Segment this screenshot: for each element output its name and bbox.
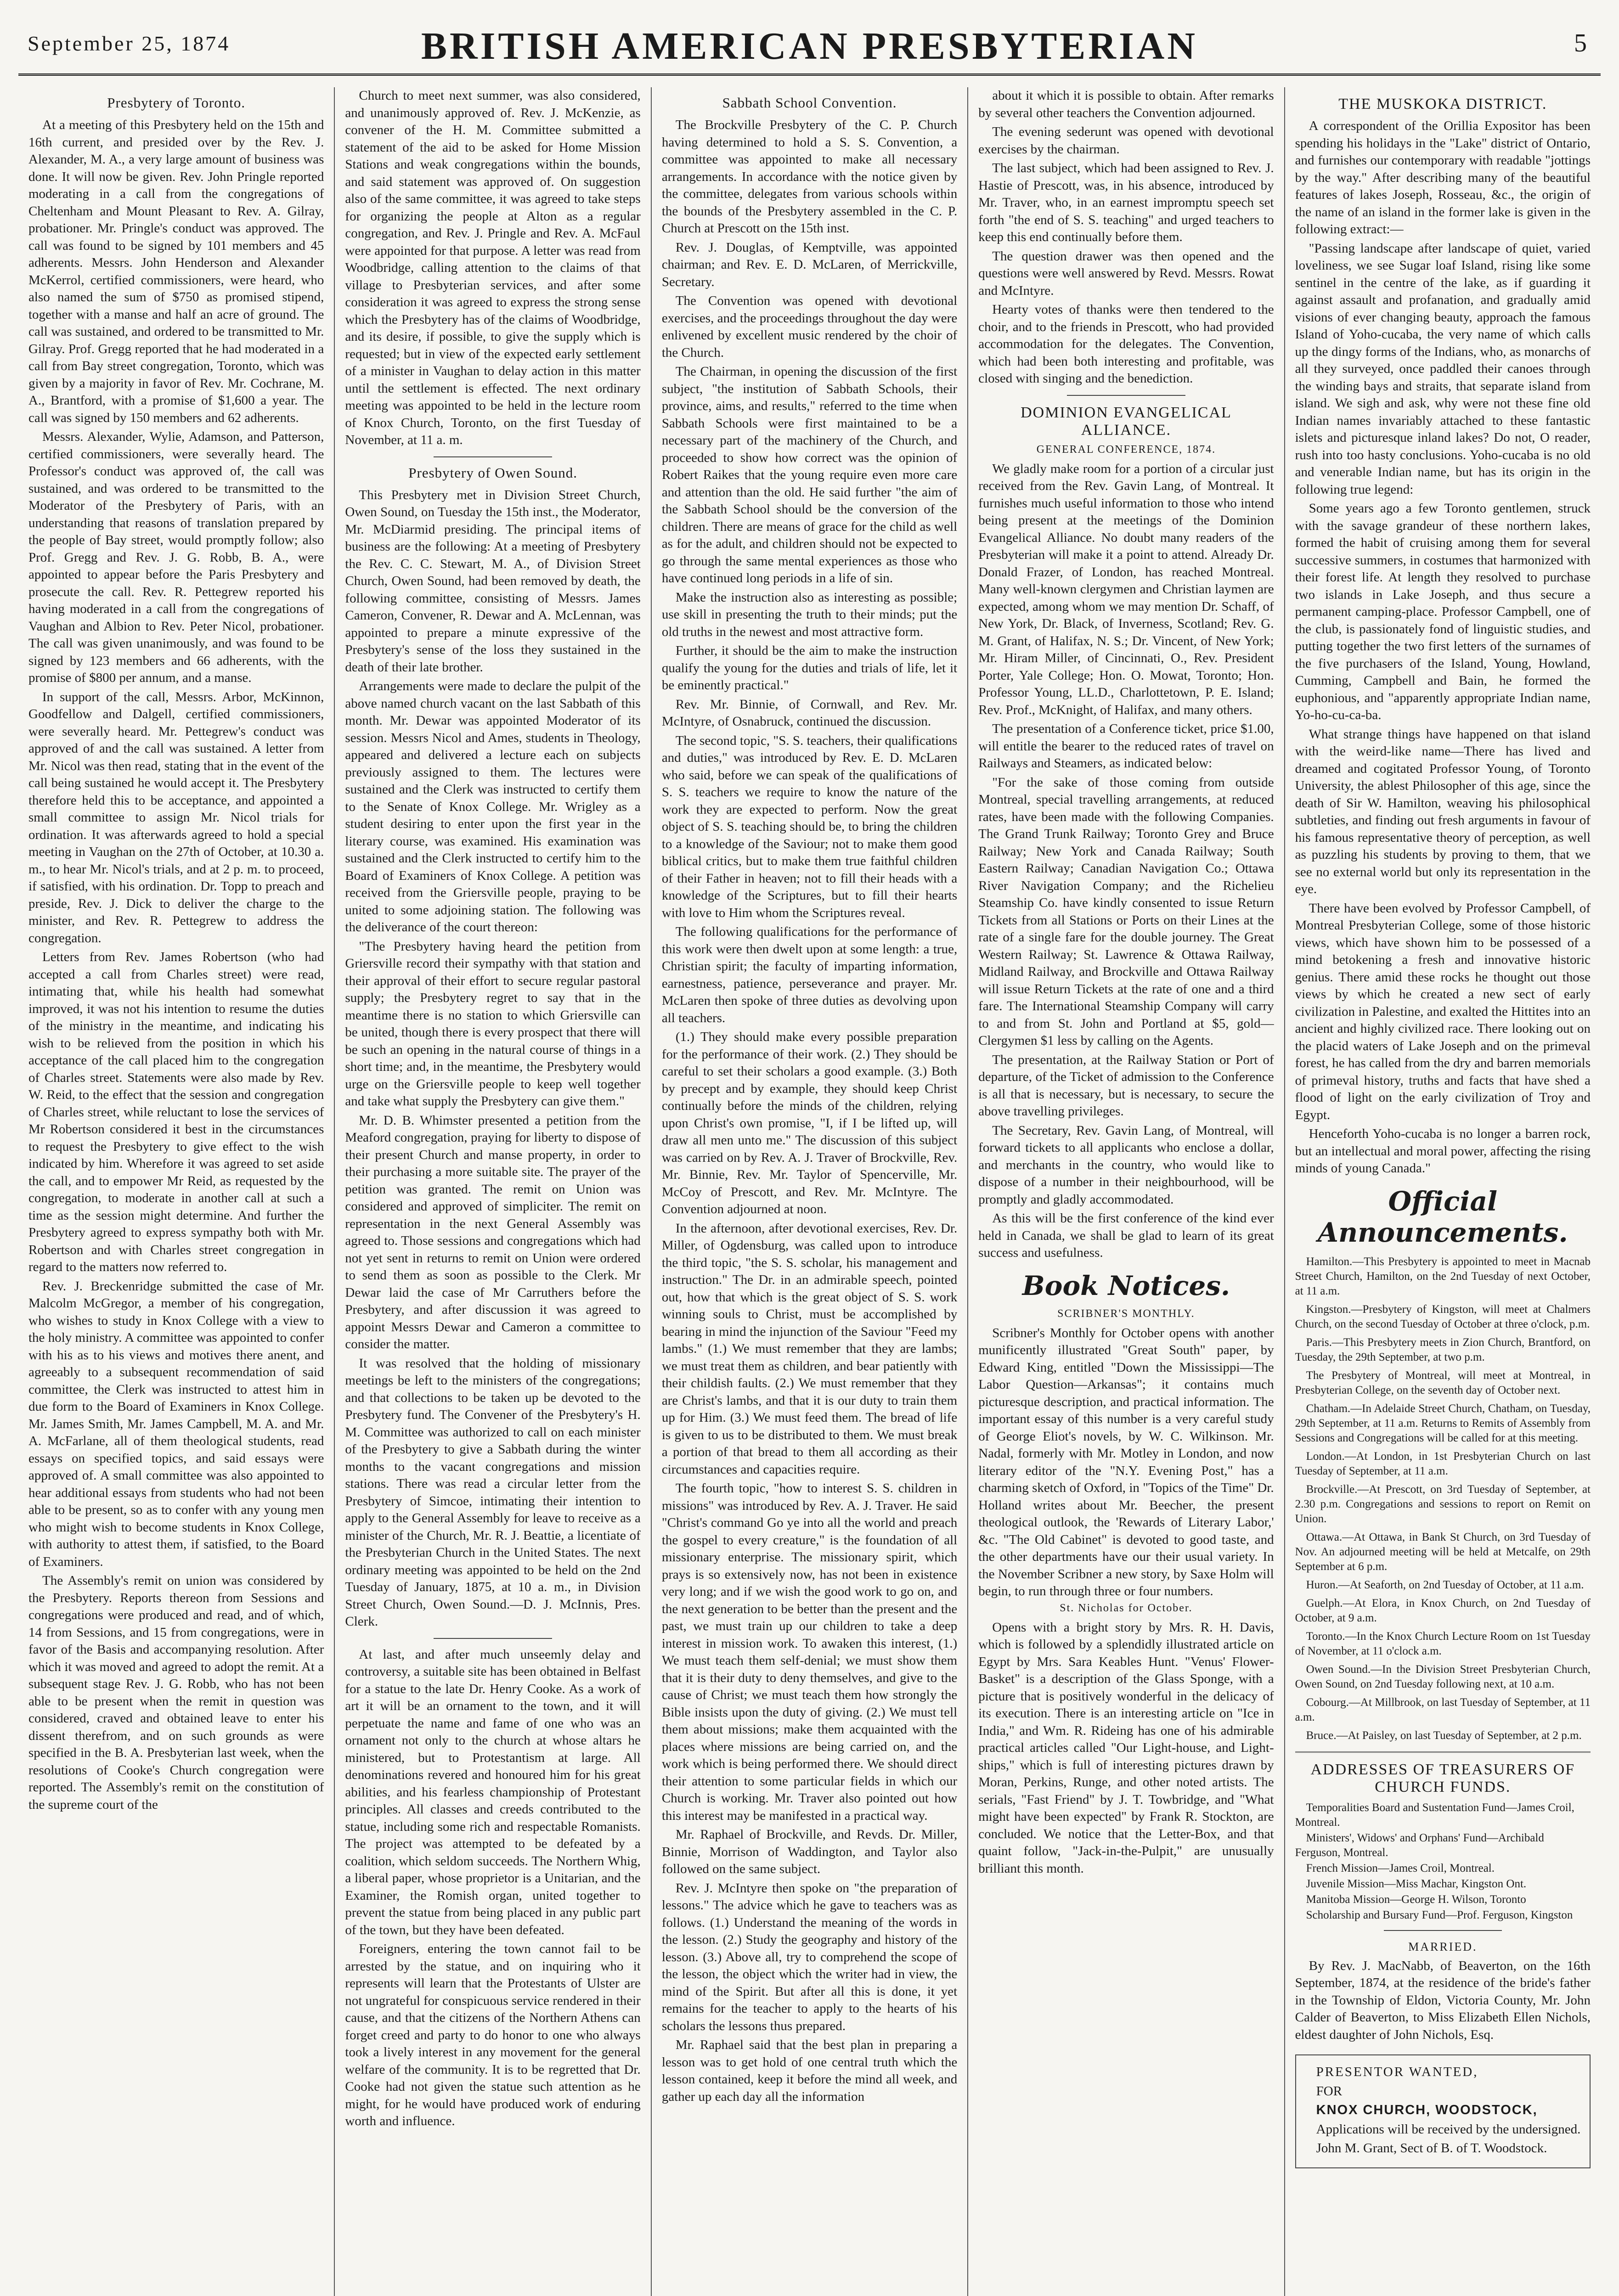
- paragraph: In support of the call, Messrs. Arbor, McKinnon, Goodfellow and Dalgell, certified commissioners, were severally heard. Mr. Pettegrew's conduct was approved of and the call was sustained. A letter from Mr. Nicol was then read, stating that in the event of the call being sustained he would accept it. The Presbytery therefore held this to be acceptance, and appointed a small committee to assign Mr. Nicol trials for ordination. It was afterwards agreed to hold a special meeting in Vaughan on the 27th of October, at 10.30 a. m., to hear Mr. Nicol's trials, and at 2 p. m. to proceed, if satisfied, with his ordination. Dr. Topp to preach and preside, Rev. J. Dick to deliver the charge to the minister, and Rev. R. Pettegrew to address the congregation.: [28, 689, 324, 945]
- address-line: Ministers', Widows' and Orphans' Fund—Archibald Ferguson, Montreal.: [1295, 1831, 1544, 1859]
- paragraph: The Chairman, in opening the discussion of the first subject, "the institution of Sabbath Schools, their province, aims, and results," referred to the time when Sabbath Schools were first maintained to be a necessary part of the machinery of the Church, and proceeded to show how correct was the opinion of Robert Raikes that the young require even more care and attention than the old. He said further "the aim of the Sabbath School should be the conversion of the children. There are means of grace for the child as well as for the adult, and children should not be expected to go through the same mental experiences as those who have continued long periods in a life of sin.: [661, 364, 958, 585]
- paragraph: The evening sederunt was opened with devotional exercises by the chairman.: [978, 124, 1274, 157]
- address-line: Scholarship and Bursary Fund—Prof. Ferguson, Kingston: [1306, 1908, 1573, 1921]
- column-4: [968, 87, 1285, 2296]
- paragraph: Mr. Raphael said that the best plan in preparing a lesson was to get hold of one central truth which the lesson contained, keep it before the mind all week, and gather up each day all the information: [661, 2037, 958, 2104]
- columns: [18, 87, 1601, 2296]
- paragraph: The presentation of a Conference ticket, price $1.00, will entitle the bearer to the reduced rates of travel on Railways and Steamers, as indicated below:: [978, 721, 1274, 771]
- section-heading-book-notices: Book Notices.: [1022, 1270, 1230, 1301]
- address-line: Manitoba Mission—George H. Wilson, Toronto: [1306, 1893, 1526, 1906]
- paragraph: "For the sake of those coming from outside Montreal, special travelling arrangements, at reduced rates, have been made with the following Companies. The Grand Trunk Railway; Toronto Grey and Bruce Railway; New York and Canada Railway; South Eastern Railway; Canadian Navigation Co.; Ottawa River Navigation Company; and the Richelieu Steamship Co. have kindly consented to issue Return Tickets from all Stations or Ports on their Lines at the rate of a single fare for the double journey. The Great Western Railway; St. Lawrence & Ottawa Railway, Midland Railway, and Brockville and Ottawa Railway will issue Return Tickets at the rate of one and a third fare. The International Steamship Company will carry to and from St. John and Portland at $5, gold—Clergymen $1 less by calling on the Agents.: [978, 775, 1274, 1048]
- address-line: Juvenile Mission—Miss Machar, Kingston Ont.: [1306, 1877, 1527, 1890]
- paragraph: Mr. Raphael of Brockville, and Revds. Dr. Miller, Binnie, Morrison of Waddington, and Taylor also followed on the same subject.: [661, 1827, 958, 1876]
- paragraph: There have been evolved by Professor Campbell, of Montreal Presbyterian College, some of those historic views, which have shown him to be possessed of a mind betokening a fresh and innovative historic genius. There amid these rocks he thought out those views by which he created a new sect of early civilization in Palestine, and exalted the Hittites into an ancient and highly civilized race. There looking out on the placid waters of Lake Joseph and on the primeval forest, he has called from the dry and barren memorials of primeval history, truths and facts that have shed a flood of light on the early civilization of Troy and Egypt.: [1295, 900, 1591, 1122]
- married-notice: By Rev. J. MacNabb, of Beaverton, on the 16th September, 1874, at the residence of the bride's father in the Township of Eldon, Victoria County, Mr. John Calder of Beaverton, to Miss Elizabeth Ellen Nichols, eldest daughter of John Nichols, Esq.: [1295, 1958, 1591, 2042]
- paragraph: As this will be the first conference of the kind ever held in Canada, we shall be glad to learn of its great success and usefulness.: [978, 1211, 1274, 1260]
- ad-heading: PRESENTOR WANTED,: [1316, 2065, 1478, 2079]
- paragraph: In the afternoon, after devotional exercises, Rev. Dr. Miller, of Ogdensburg, was called upon to introduce the third topic, "the S. S. scholar, his management and instruction." The Dr. in an admirable speech, pointed out, how that which is the great object of S. S. work winning souls to Christ, must be accomplished by bearing in mind the injunction of the Saviour "Feed my lambs." (1.) We must remember that they are lambs; we must treat them as children, and bear patiently with their childish faults. (2.) We must remember that they are Christ's lambs, and that it is our duty to train them up for Him. (3.) We must feed them. The bread of life is given to us to be distributed to them. We must break a portion of that bread to them all according as their circumstances and capacities require.: [661, 1221, 958, 1477]
- paragraph: The fourth topic, "how to interest S. S. children in missions" was introduced by Rev. A. J. Traver. He said "Christ's command Go ye into all the world and preach the gospel to every creature," is the foundation of all missionary enterprise. The missionary spirit, which prays is so extensively now, has not been in existence very long; and if we wish the good work to go on, and the next generation to be better than the present and the past, we must train up our children to take a deep interest in mission work. To awaken this interest, (1.) We must teach them self-denial; we must show them that it is their duty to deny themselves, and give to the cause of Christ; we must teach them how strongly the Bible insists upon the duty of giving. (2.) We must tell them about missions; make them acquainted with the places where missions are being carried on, and the work which is being performed there. We should direct their attention to some particular fields in which our Church is working. Mr. Traver also pointed out how this interest may be manifested in a practical way.: [661, 1481, 958, 1823]
- paragraph: At a meeting of this Presbytery held on the 15th and 16th current, and presided over by the Rev. J. Alexander, M. A., a very large amount of business was done. It will now be given. Rev. John Pringle reported moderating in a call from the congregations of Cheltenham and Mount Pleasant to Rev. A. Gilray, probationer. Mr. Pringle's conduct was approved. The call was found to be signed by 101 members and 45 adherents. Messrs. John Henderson and Alexander McKerrol, certified commissioners, were heard, who also named the sum of $750 as promised stipend, together with a manse and half an acre of ground. The call was sustained, and ordered to be transmitted to Mr. Gilray. Prof. Gregg reported that he had moderated in a call from Bay street congregation, Toronto, which was given by a majority in favor of Rev. Mr. Cochrane, M. A., Brantford, with a promise of $1,600 a year. The call was signed by 150 members and 62 adherents.: [28, 118, 324, 425]
- divider: [434, 456, 552, 457]
- paragraph: The second topic, "S. S. teachers, their qualifications and duties," was introduced by Rev. E. D. McLaren who said, before we can speak of the qualifications of S. S. teachers we require to know the nature of the work they are expected to perform. Now the great object of S. S. teaching should be, to bring the children to a knowledge of the Saviour; not to make them good biblical critics, but to make them true faithful children of their Father in heaven; not to fill their heads with a knowledge of the Scriptures, but to fill their hearts with love to Him whom the Scriptures reveal.: [661, 733, 958, 920]
- article-heading: THE MUSKOKA DISTRICT.: [1338, 96, 1547, 113]
- paragraph: The question drawer was then opened and the questions were well answered by Revd. Messrs. Rowat and McIntyre.: [978, 248, 1274, 298]
- paragraph: Some years ago a few Toronto gentlemen, struck with the savage grandeur of these northern lakes, formed the habit of cruising among them for several successive summers, in costumes that harmonized with their forest life. At length they resolved to purchase two islands in Lake Joseph, and thus secure a permanent camping-place. Professor Campbell, one of the club, is passionately fond of linguistic studies, and putting together the two first letters of the surnames of the five purchasers of the Island, Young, Howland, Cumming, Campbell and Bain, he formed the euphonious, and "apparently appropriate Indian name, Yo-ho-cu-ca-ba.: [1295, 501, 1591, 722]
- paragraph: The Secretary, Rev. Gavin Lang, of Montreal, will forward tickets to all applicants who enclose a dollar, and merchants in the country, who would like to dispose of a number in their neighbourhood, will be promptly and gladly accommodated.: [978, 1123, 1274, 1207]
- announcement: Cobourg.—At Millbrook, on last Tuesday of September, at 11 a.m.: [1295, 1696, 1591, 1723]
- announcement: Kingston.—Presbytery of Kingston, will meet at Chalmers Church, on the second Tuesday of October at three o'clock, p.m.: [1295, 1303, 1591, 1330]
- address-line: French Mission—James Croil, Montreal.: [1306, 1862, 1495, 1874]
- paragraph: "Passing landscape after landscape of quiet, varied loveliness, we see Sugar loaf Island, rising like some sentinel in the centre of the lake, as if guarding it against assault and profanation, and gradually amid visions of ever changing beauty, approach the famous Island of Yoho-cucaba, the very name of which calls up the dingy forms of the Indians, who, as monarchs of all they surveyed, once paddled their canoes through the winding bays and straits, that separate island from island. We sigh and ask, why were not these fine old Indian names invariably attached to these fantastic islets and picturesque inland lakes? Do not, O reader, rush into too hasty conclusions. Yoho-cucaba is no old and venerable Indian name, but has its origin in the following true legend:: [1295, 241, 1591, 497]
- paragraph: We gladly make room for a portion of a circular just received from the Rev. Gavin Lang, of Montreal. It furnishes much useful information to those who intend being present at the meetings of the Dominion Evangelical Alliance. No doubt many readers of the Presbyterian will make it a point to attend. Already Dr. Donald Frazer, of London, has reached Montreal. Many well-known clergymen and Christian laymen are expected, among whom we may mention Dr. Schaff, of New York, Dr. Black, of Inverness, Scotland; Rev. G. M. Grant, of Halifax, N. S.; Dr. Vincent, of New York; Mr. Hiram Miller, of Cincinnati, O., Rev. President Porter, Yale College; Hon. O. Mowat, Toronto; Hon. Professor Young, LL.D., Charlottetown, P. E. Island; Rev. Prof., McKnight, of Halifax, and many others.: [978, 461, 1274, 717]
- paragraph: Arrangements were made to declare the pulpit of the above named church vacant on the last Sabbath of this month. Mr. Dewar was appointed Moderator of its session. Messrs Nicol and Ames, students in Theology, appeared and delivered a lecture each on subjects previously assigned to them. The lectures were sustained and the Clerk was instructed to certify them to the Senate of Knox College. Mr. Wrigley as a student desiring to enter upon the first year in the literary course, was examined. His examination was sustained and the Clerk instructed to certify him to the Board of Examiners of Knox College. A petition was received from the Griersville people, praying to be united to some adjoining station. The following was the deliverance of the court thereon:: [345, 679, 641, 934]
- divider: [1067, 395, 1185, 396]
- announcement: Ottawa.—At Ottawa, in Bank St Church, on 3rd Tuesday of Nov. An adjourned meeting will be held at Metcalfe, on 29th September at 6 p.m.: [1295, 1531, 1591, 1573]
- addresses-heading: ADDRESSES OF TREASURERS OF CHURCH FUNDS.: [1310, 1761, 1575, 1795]
- paragraph: Scribner's Monthly for October opens with another munificently illustrated "Great South" paper, by Edward King, entitled "Down the Mississippi—The Labor Question—Arkansas"; it contains much picturesque description, and practical information. The important essay of this number is a very careful study of George Eliot's novels, by W. C. Wilkinson. Mr. Nadal, formerly with Mr. Motley in London, and now literary editor of the "N.Y. Evening Post," has a charming sketch of Oxford, in "Topics of the Time" Dr. Holland writes about Mr. Beecher, the present theological outlook, the 'Rewards of Literary Labor,' &c. "The Old Cabinet" is devoted to good taste, and the other departments have our their usual variety. In the November Scribner a new story, by Saxe Holm will begin, to run through three or four numbers.: [978, 1325, 1274, 1598]
- newspaper-title: BRITISH AMERICAN PRESBYTERIAN: [421, 25, 1198, 68]
- article-heading: Sabbath School Convention.: [722, 95, 897, 111]
- paragraph: The Convention was opened with devotional exercises, and the proceedings throughout the day were enlivened by excellent music rendered by the choir of the Church.: [661, 293, 958, 360]
- announcement: Bruce.—At Paisley, on last Tuesday of September, at 2 p.m.: [1306, 1729, 1582, 1742]
- announcement: Owen Sound.—In the Division Street Presbyterian Church, Owen Sound, on 2nd Tuesday following next, at 10 a.m.: [1295, 1663, 1591, 1690]
- divider: [1384, 1930, 1502, 1931]
- page-number: 5: [1574, 29, 1587, 57]
- section-heading-official-announcements: Official Announcements.: [1318, 1185, 1568, 1248]
- masthead: [18, 18, 1601, 76]
- announcement: Guelph.—At Elora, in Knox Church, on 2nd Tuesday of October, at 9 a.m.: [1295, 1597, 1591, 1624]
- article-subheading: SCRIBNER'S MONTHLY.: [1057, 1307, 1195, 1320]
- paragraph: It was resolved that the holding of missionary meetings be left to the ministers of the congregations; and that collections to be taken up be devoted to the Presbytery fund. The Convener of the Presbytery's H. M. Committee was authorized to call on each minister of the Presbytery to give a Sabbath during the winter months to the vacant congregations and mission stations. There was read a circular letter from the Presbytery of Simcoe, intimating their intention to apply to the General Assembly for leave to receive as a minister of the Church, Mr. R. J. Beattie, a licentiate of the Presbyterian Church in the United States. The next ordinary meeting was appointed to be held on the 2nd Tuesday of January, 1875, at 10 a. m., in Division Street Church, Owen Sound.—D. J. McInnis, Pres. Clerk.: [345, 1356, 641, 1629]
- married-heading: MARRIED.: [1408, 1940, 1478, 1953]
- issue-date: September 25, 1874: [28, 32, 231, 55]
- announcement: Paris.—This Presbytery meets in Zion Church, Brantford, on Tuesday, the 29th September, at two p.m.: [1295, 1336, 1591, 1363]
- divider: [1295, 1751, 1591, 1753]
- ad-body: Applications will be received by the undersigned.: [1316, 2122, 1581, 2137]
- paragraph: This Presbytery met in Division Street Church, Owen Sound, on Tuesday the 15th inst., the Moderator, Mr. McDiarmid presiding. The principal items of business are the following: At a meeting of Presbytery the Rev. C. C. Stewart, M. A., of Division Street Church, Owen Sound, had been removed by death, the following committee, consisting of Messrs. James Cameron, Convener, R. Dewar and A. McLennan, was appointed to prepare a minute expressive of the Presbytery's sense of the loss they sustained in the death of their late brother.: [345, 487, 641, 675]
- paragraph: Henceforth Yoho-cucaba is no longer a barren rock, but an intellectual and moral power, affecting the rising minds of young Canada.": [1295, 1126, 1591, 1176]
- paragraph: Church to meet next summer, was also considered, and unanimously approved of. Rev. J. McKenzie, as convener of the H. M. Committee submitted a statement of the aid to be asked for Home Mission Stations and weak congregations within the bounds, and said statement was approved of. On suggestion also of the same committee, it was agreed to take steps for organizing the people at Alton as a regular congregation, and Rev. J. Pringle and Rev. A. McFaul were appointed for that purpose. A letter was read from Woodbridge, calling attention to the claims of that village to Presbyterian services, and after some consideration it was agreed to express the strong sense which the Presbytery has of the claims of Woodbridge, and its desire, if possible, to give the supply which is requested; but in view of the expected early settlement of a minister in Vaughan to delay action in this matter until the settlement is effected. The next ordinary meeting was appointed to be held in the lecture room of Knox Church, Toronto, on the first Tuesday of November, at 11 a. m.: [345, 88, 641, 447]
- paragraph: Messrs. Alexander, Wylie, Adamson, and Patterson, certified commissioners, were severally heard. The Professor's conduct was approved of, the call was sustained, and was ordered to be transmitted to the Moderator of the Presbytery of Paris, with an understanding that reasons of translation prepared by the people of Bay street, would promptly follow; also Prof. Gregg and Rev. J. G. Robb, B. A., were appointed to appear before the Paris Presbytery and prosecute the call. Rev. R. Pettegrew reported his having moderated in a call from the congregations of Vaughan and Albion to Rev. Peter Nicol, probationer. The call was given unanimously, and was found to be signed by 123 members and 66 adherents, with the promise of $800 per annum, and a manse.: [28, 429, 324, 685]
- article-subheading: St. Nicholas for October.: [1060, 1602, 1193, 1614]
- address-line: Temporalities Board and Sustentation Fund—James Croil, Montreal.: [1295, 1801, 1574, 1829]
- paragraph: What strange things have happened on that island with the weird-like name—There has lived and dreamed and cogitated Professor Young, of Toronto University, the ablest Philosopher of this age, since the death of Sir W. Hamilton, weaving his philosophical subtleties, and finding out fresh arguments in favour of his famous representative theory of perception, as well as puzzling his students by proving to them, that we see no external world but only its representation in the eye.: [1295, 726, 1591, 896]
- paragraph: Hearty votes of thanks were then tendered to the choir, and to the friends in Prescott, who had provided accommodation for the delegates. The Convention, which had been both interesting and profitable, was closed with singing and the benediction.: [978, 302, 1274, 386]
- column-1: [18, 87, 335, 2296]
- paragraph: The last subject, which had been assigned to Rev. J. Hastie of Prescott, was, in his absence, introduced by Mr. Traver, who, in an earnest impromptu speech set forth "the end of S. S. teaching" and urged teachers to keep this end continually before them.: [978, 161, 1274, 244]
- announcement: Brockville.—At Prescott, on 3rd Tuesday of September, at 2.30 p.m. Congregations and sessions to report on Remit on Union.: [1295, 1483, 1591, 1525]
- paragraph: "The Presbytery having heard the petition from Griersville record their sympathy with that station and their approval of their effort to secure regular pastoral supply; the Presbytery regret to say that in the meantime there is no station to which Griersville can be united, though there is every prospect that there will be such an opening in the natural course of things in a short time; and, in the meantime, the Presbytery would urge on the Griersville people to keep well together and take what supply the Presbytery can give them.": [345, 939, 641, 1109]
- column-5: [1285, 87, 1601, 2296]
- article-subheading: GENERAL CONFERENCE, 1874.: [1036, 443, 1216, 456]
- article-heading: Presbytery of Toronto.: [107, 95, 246, 111]
- paragraph: (1.) They should make every possible preparation for the performance of their work. (2.) They should be careful to set their scholars a good example. (3.) Both by precept and by example, they should keep Christ continually before the minds of the children, relying upon Christ's own promise, "I, if I be lifted up, will draw all men unto me." The discussion of this subject was carried on by Rev. A. J. Traver of Brockville, Rev. Mr. Binnie, Rev. Mr. Taylor of Spencerville, Mr. McCoy of Prescott, and Rev. Mr. McIntyre. The Convention adjourned at noon.: [661, 1030, 958, 1216]
- article-heading: Presbytery of Owen Sound.: [408, 464, 577, 481]
- paragraph: Rev. J. Douglas, of Kemptville, was appointed chairman; and Rev. E. D. McLaren, of Merrickville, Secretary.: [661, 240, 958, 289]
- paragraph: about it which it is possible to obtain. After remarks by several other teachers the Convention adjourned.: [978, 88, 1274, 120]
- paragraph: The Assembly's remit on union was considered by the Presbytery. Reports thereon from Sessions and congregations were produced and read, and of which, 14 from Sessions, and 15 from congregations, were in favor of the Basis and accompanying resolution. After which it was moved and agreed to adopt the remit. At a subsequent stage Rev. J. G. Robb, who has not been able to be present when the remit in question was considered, craved and obtained leave to enter his dissent therefrom, and on such grounds as were specified in the B. A. Presbyterian last week, when the resolutions of Cooke's Church congregation were reported. The Assembly's remit on the constitution of the supreme court of the: [28, 1573, 324, 1812]
- paragraph: Foreigners, entering the town cannot fail to be arrested by the statue, and on inquiring who it represents will learn that the Protestants of Ulster are not ungrateful for conspicuous service rendered in their cause, and that the citizens of the Northern Athens can forget creed and party to do honor to one who always took a lively interest in any movement for the general welfare of the community. It is to be regretted that Dr. Cooke had not given the statue such attention as he might, for he would have produced work of enduring worth and influence.: [345, 1941, 641, 2128]
- paragraph: Rev. J. Breckenridge submitted the case of Mr. Malcolm McGregor, a member of his congregation, who wishes to study in Knox College with a view to the holy ministry. A committee was appointed to confer with his as to his views and motives there anent, and agreeably to a subsequent recommendation of said committee, the Clerk was instructed to attest him in due form to the Board of Examiners in Knox College. Mr. James Smith, Mr. James Campbell, M. A. and Mr. A. McFarlane, all of them theological students, read essays on specified topics, and said essays were approved of. A small committee was also appointed to hear additional essays from students who had not been able to be present, so as to confer with any young men who might wish to become students in Knox College, with authority to attest them, if satisfied, to the Board of Examiners.: [28, 1278, 324, 1569]
- paragraph: Rev. Mr. Binnie, of Cornwall, and Rev. Mr. McIntyre, of Osnabruck, continued the discussion.: [661, 697, 958, 729]
- paragraph: Further, it should be the aim to make the instruction qualify the young for the duties and trials of life, let it be eminently practical.": [661, 643, 958, 692]
- paragraph: Opens with a bright story by Mrs. R. H. Davis, which is followed by a splendidly illustrated article on Egypt by Mrs. Sara Keables Hunt. "Venus' Flower-Basket" is a description of the Glass Sponge, with a picture that is positively wonderful in the delicacy of its execution. There is an interesting article on "Ice in India," and Wm. R. Rideing has one of his admirable practical articles called "Our Light-house, and Light-ships," which is full of interesting pictures drawn by Moran, Perkins, Runge, and other noted artists. The serials, "Fast Friend" by J. T. Towbridge, and "What might have been expected" by Frank R. Stockton, are concluded. We notice that the Letter-Box, and that quaint follow, "Jack-in-the-Pulpit," are unusually brilliant this month.: [978, 1620, 1274, 1876]
- announcement: Huron.—At Seaforth, on 2nd Tuesday of October, at 11 a.m.: [1306, 1578, 1584, 1591]
- paragraph: A correspondent of the Orillia Expositor has been spending his holidays in the "Lake" district of Ontario, and furnishes our contemporary with readable "jottings by the way." After describing many of the beautiful features of lakes Joseph, Rosseau, &c., the origin of the name of an island in the former lake is given in the following extract:—: [1295, 118, 1591, 236]
- ad-for: FOR: [1316, 2083, 1343, 2099]
- divider: [434, 1638, 552, 1639]
- paragraph: The following qualifications for the performance of this work were then dwelt upon at some length: a true, Christian spirit; the faculty of imparting information, earnestness, patience, perseverance and prayer. Mr. McLaren then spoke of three duties as devolving upon all teachers.: [661, 924, 958, 1025]
- advertisement: [1295, 2054, 1591, 2168]
- article-heading: DOMINION EVANGELICAL ALLIANCE.: [1021, 404, 1232, 439]
- announcement: Toronto.—In the Knox Church Lecture Room on 1st Tuesday of November, at 11 o'clock a.m.: [1295, 1630, 1591, 1657]
- ad-church: KNOX CHURCH, WOODSTOCK,: [1316, 2103, 1538, 2117]
- paragraph: Letters from Rev. James Robertson (who had accepted a call from Charles street) were read, intimating that, while his health had somewhat improved, it was not his intention to resume the duties of the ministry in the meantime, and indicating his wish to be relieved from the position in which his acceptance of the call placed him to the congregation of Charles street. Statements were also made by Rev. W. Reid, to the effect that the session and congregation of Charles street, while reluctant to lose the services of Mr Robertson considered it best in the circumstances to request the Presbytery to give effect to the wish indicated by him. Wherefore it was agreed to set aside the call, and to empower Mr Reid, as requested by the congregation, to moderate in another call at such a time as the session might determine. And further the Presbytery agreed to express sympathy both with Mr. Robertson and with Charles street congregation in regard to the matters now referred to.: [28, 950, 324, 1274]
- paragraph: The presentation, at the Railway Station or Port of departure, of the Ticket of admission to the Conference is all that is necessary, but is necessary, to secure the above travelling privileges.: [978, 1052, 1274, 1119]
- paragraph: Rev. J. McIntyre then spoke on "the preparation of lessons." The advice which he gave to teachers was as follows. (1.) Understand the meaning of the words in the lesson. (2.) Study the geography and history of the lesson. (3.) Above all, try to comprehend the scope of the lesson, the object which the writer had in view, the mind of the Spirit. But after all this is done, it yet remains for the teacher to apply to the hearts of his scholars the lessons thus prepared.: [661, 1880, 958, 2033]
- paragraph: Mr. D. B. Whimster presented a petition from the Meaford congregation, praying for liberty to dispose of their present Church and manse property, in order to their purchasing a more suitable site. The prayer of the petition was granted. The remit on Union was considered and approved of simpliciter. The remit on representation in the next General Assembly was agreed to. Those sessions and congregations which had not yet sent in returns to remit on Union were ordered to send them as soon as possible to the Clerk. Mr Dewar laid the case of Mr Carruthers before the Presbytery, and after discussion it was agreed to appoint Messrs Dewar and Cameron a committee to consider the matter.: [345, 1113, 641, 1351]
- announcement: The Presbytery of Montreal, will meet at Montreal, in Presbyterian College, on the seventh day of October next.: [1295, 1369, 1591, 1396]
- announcement: Hamilton.—This Presbytery is appointed to meet in Macnab Street Church, Hamilton, on the 2nd Tuesday of next October, at 11 a.m.: [1295, 1255, 1591, 1297]
- ad-signature: John M. Grant, Sect of B. of T. Woodstock.: [1316, 2141, 1547, 2155]
- announcement: Chatham.—In Adelaide Street Church, Chatham, on Tuesday, 29th September, at 11 a.m. Returns to Remits of Assembly from Sessions and Congregations will be called for at this meeting.: [1295, 1402, 1591, 1444]
- column-2: [335, 87, 651, 2296]
- paragraph: Make the instruction also as interesting as possible; use skill in presenting the truth to their minds; put the old truths in the newest and most attractive form.: [661, 590, 958, 639]
- announcement: London.—At London, in 1st Presbyterian Church on last Tuesday of September, at 11 a.m.: [1295, 1450, 1591, 1477]
- column-3: [652, 87, 968, 2296]
- paragraph: The Brockville Presbytery of the C. P. Church having determined to hold a S. S. Convention, a committee was appointed to make all necessary arrangements. In accordance with the notice given by the committee, delegates from various schools within the bounds of the Presbytery assembled in the C. P. Church at Prescott on the 15th inst.: [661, 118, 958, 236]
- paragraph: At last, and after much unseemly delay and controversy, a suitable site has been obtained in Belfast for a statue to the late Dr. Henry Cooke. As a work of art it will be an ornament to the town, and it will perpetuate the name and fame of one who was an ornament not only to the church at whose altars he ministered, but to Protestantism at large. All denominations revered and honoured him for his great abilities, and his fearless championship of Protestant principles. All classes and creeds contributed to the statue, including some rich and respectable Romanists. The project was attempted to be defeated by a coalition, which seldom succeeds. The Northern Whig, a liberal paper, whose proprietor is a Unitarian, and the Examiner, the Romish organ, united together to prevent the statue from being placed in any public part of the town, but they have been defeated.: [345, 1647, 641, 1937]
